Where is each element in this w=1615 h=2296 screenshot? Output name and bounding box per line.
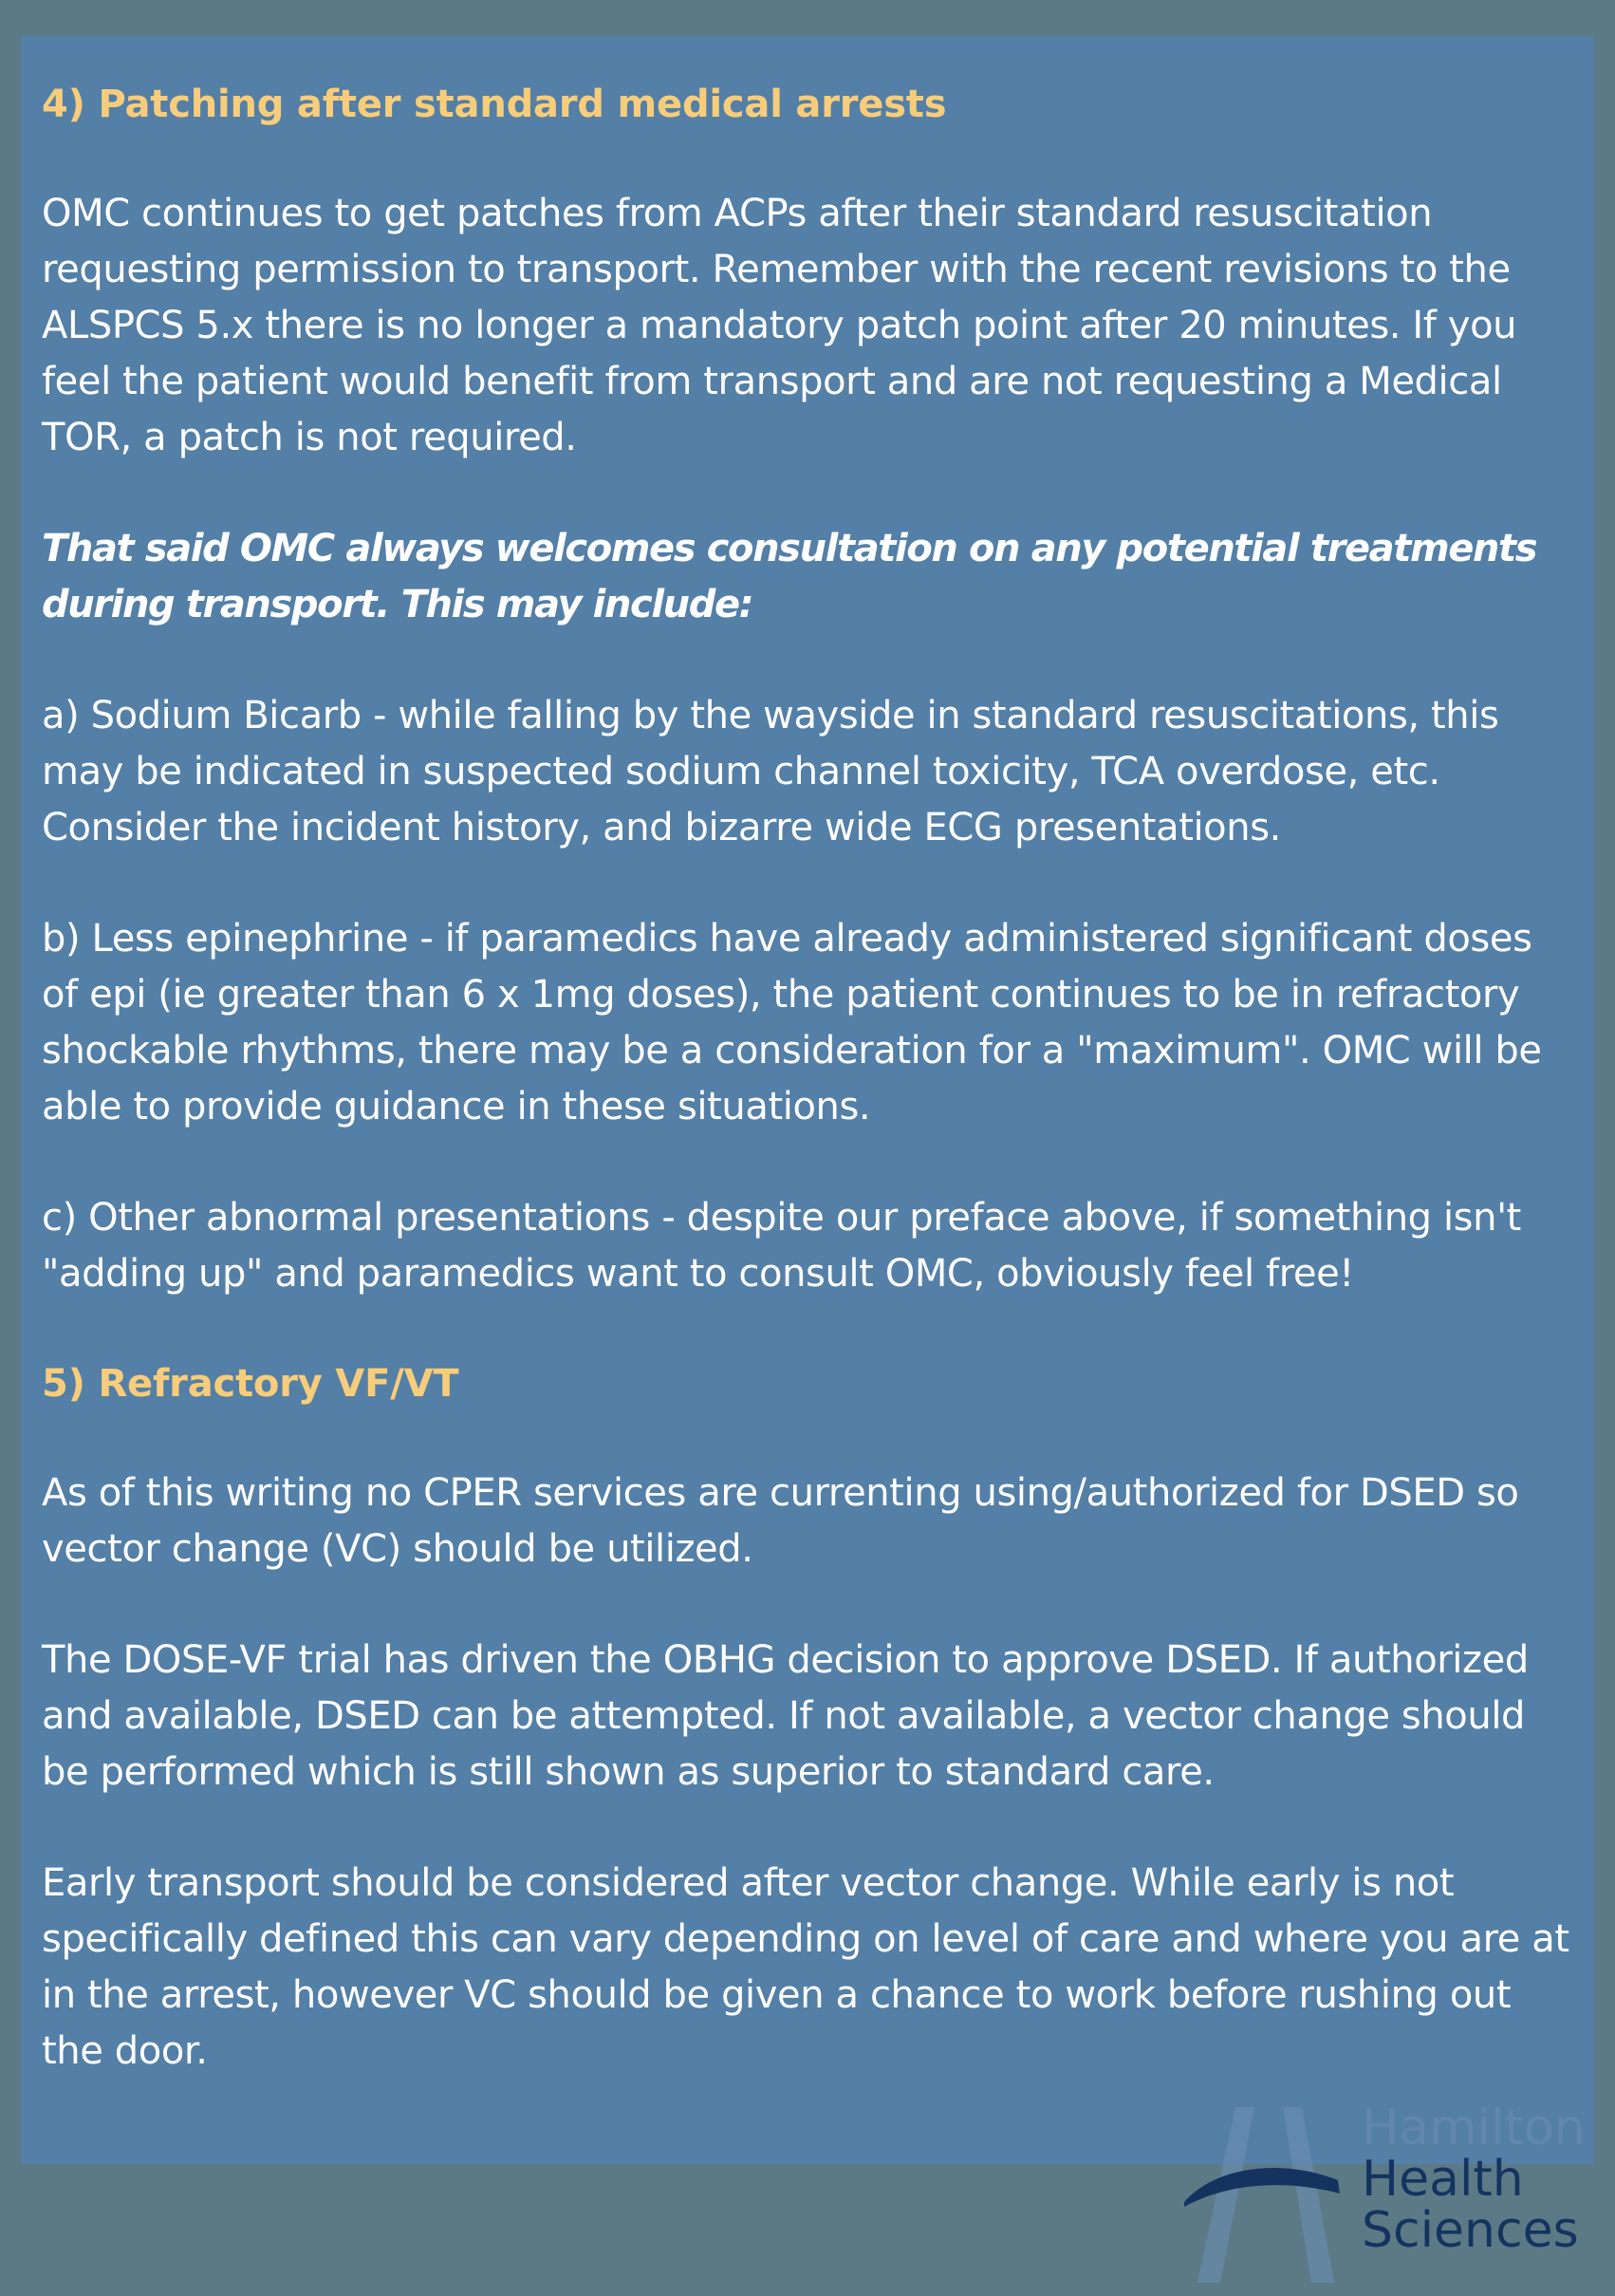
content-panel <box>21 36 1594 2164</box>
paragraph-dose-vf-trial: The DOSE-VF trial has driven the OBHG decision to approve DSED. If authorized and available, DSED can be attempted. If not available, a vector change should be performed which is still shown as superior to standard care. <box>42 1638 1529 1794</box>
paragraph-cper-services: As of this writing no CPER services are currenting using/authorized for DSED so vector change (VC) should be utilized. <box>42 1471 1519 1571</box>
paragraph-sodium-bicarb: a) Sodium Bicarb - while falling by the wayside in standard resuscitations, this may be indicated in suspected sodium channel toxicity, TCA overdose, etc. Consider the incident history, and bizarre wide ECG presentations. <box>42 694 1499 849</box>
section-heading-refractory: 5) Refractory VF/VT <box>42 1362 459 1406</box>
logo-text-hamilton: Hamilton <box>1362 2100 1586 2156</box>
logo-text <box>1362 2100 1586 2259</box>
logo-mark-icon <box>1177 2102 1362 2283</box>
paragraph-other-presentations: c) Other abnormal presentations - despite our preface above, if something isn't "adding up" and paramedics want to consult OMC, obviously feel free! <box>42 1196 1521 1296</box>
logo-text-health: Health <box>1362 2151 1524 2208</box>
paragraph-patching-intro: OMC continues to get patches from ACPs after their standard resuscitation requesting permission to transport. Remember with the recent revisions to the ALSPCS 5.x there is no longer a mandatory patch point after 20 minutes. If you feel the patient would benefit from transport and are not requesting a Medical TOR, a patch is not required. <box>42 192 1517 459</box>
section-heading-patching: 4) Patching after standard medical arrests <box>42 83 947 126</box>
logo-text-sciences: Sciences <box>1362 2202 1579 2259</box>
paragraph-less-epinephrine: b) Less epinephrine - if paramedics have already administered significant doses of epi (ie greater than 6 x 1mg doses), the patient continues to be in refractory shockable rhythms, there may be a consideration for a "maximum". OMC will be able to provide guidance in these situations. <box>42 917 1542 1129</box>
paragraph-early-transport: Early transport should be considered after vector change. While early is not specifically defined this can vary depending on level of care and where you are at in the arrest, however VC should be given a chance to work before rushing out the door. <box>42 1861 1569 2073</box>
hamilton-health-sciences-logo <box>1177 2102 1604 2283</box>
paragraph-consultation-note: That said OMC always welcomes consultation on any potential treatments during transport. This may include: <box>42 527 1537 626</box>
